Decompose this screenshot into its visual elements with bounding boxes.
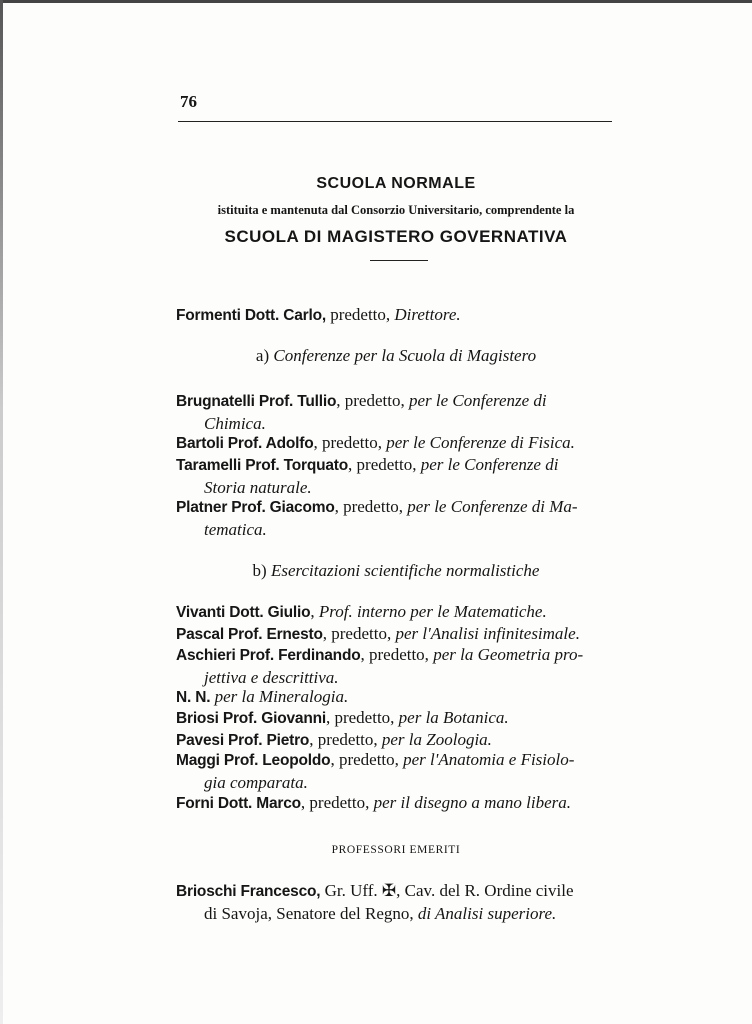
list-item bbox=[176, 601, 616, 624]
entry-text: , predetto, bbox=[348, 455, 421, 474]
entry-text: , predetto, bbox=[336, 391, 409, 410]
list-item bbox=[176, 390, 616, 434]
entry-text: , bbox=[310, 602, 319, 621]
subtitle: istituita e mantenuta dal Consorzio Universitario, comprendente la bbox=[217, 203, 575, 217]
entry-text: , predetto, bbox=[309, 730, 382, 749]
list-item bbox=[176, 749, 616, 793]
entry-role: di Analisi superiore. bbox=[417, 903, 557, 923]
entry-name: Aschieri Prof. Ferdinando bbox=[176, 647, 361, 664]
list-item bbox=[176, 707, 616, 730]
entry-role: per la Zoologia. bbox=[381, 730, 492, 749]
entry-role: Direttore. bbox=[394, 305, 461, 324]
entry-role: per le Conferenze di Ma- tematica. bbox=[204, 497, 578, 539]
entry-name: Brugnatelli Prof. Tullio bbox=[176, 393, 337, 410]
entry-text: , predetto, bbox=[330, 750, 404, 769]
entry-name: Pascal Prof. Ernesto bbox=[176, 626, 323, 643]
list-item bbox=[176, 496, 616, 540]
entry-role: per la Geometria pro- jettiva e descrittiva. bbox=[204, 645, 584, 687]
entry-name: Briosi Prof. Giovanni bbox=[176, 710, 326, 727]
list-item bbox=[176, 623, 616, 646]
entry-text: , predetto, bbox=[334, 497, 408, 516]
title: SCUOLA NORMALE bbox=[316, 175, 476, 192]
entry-text: , predetto, bbox=[322, 624, 396, 643]
section-letter: a) bbox=[255, 346, 270, 365]
entry-text: , predetto, bbox=[300, 793, 374, 812]
entry-name: Bartoli Prof. Adolfo bbox=[176, 435, 314, 452]
entry-role: Prof. interno per le Matematiche. bbox=[318, 602, 547, 621]
section-letter: b) bbox=[252, 561, 267, 580]
entry-name: Formenti Dott. Carlo, bbox=[176, 307, 326, 324]
entry-name: Vivanti Dott. Giulio bbox=[176, 604, 311, 621]
entry-role: per la Botanica. bbox=[398, 708, 509, 727]
list-item bbox=[176, 644, 616, 688]
entry-role: per l'Anatomia e Fisiolo- gia comparata. bbox=[204, 750, 575, 792]
entry-text: , predetto, bbox=[325, 708, 399, 727]
list-item bbox=[176, 686, 616, 709]
entry-text: , predetto, bbox=[360, 645, 434, 664]
section-b-heading bbox=[176, 561, 616, 581]
list-item bbox=[176, 792, 616, 815]
entry-role: per le Conferenze di Chimica. bbox=[204, 391, 547, 433]
title-2: SCUOLA DI MAGISTERO GOVERNATIVA bbox=[224, 227, 568, 246]
entry-name: Pavesi Prof. Pietro bbox=[176, 732, 310, 749]
entry-text: Gr. Uff. ✠, Cav. del R. Ordine civile di Savoja, Senatore del Regno, bbox=[204, 881, 574, 923]
entry-name: Maggi Prof. Leopoldo bbox=[176, 752, 331, 769]
entry-role: per la Mineralogia. bbox=[214, 687, 349, 706]
entry-name: N. N. bbox=[176, 689, 211, 706]
section-title: Conferenze per la Scuola di Magistero bbox=[273, 346, 537, 365]
entry-text: predetto, bbox=[325, 305, 395, 324]
list-item bbox=[176, 432, 616, 455]
page-edge-left bbox=[0, 0, 3, 1024]
section-title: Esercitazioni scientifiche normalistiche bbox=[270, 561, 540, 580]
entry-name: Forni Dott. Marco bbox=[176, 795, 301, 812]
page-edge-top bbox=[0, 0, 752, 3]
director-entry bbox=[176, 304, 616, 327]
entry-text: , predetto, bbox=[313, 433, 387, 452]
entry-role: per le Conferenze di Storia naturale. bbox=[204, 455, 559, 497]
emeriti-heading: PROFESSORI EMERITI bbox=[331, 844, 461, 856]
section-a-heading bbox=[176, 346, 616, 366]
header-rule bbox=[178, 121, 612, 122]
entry-role: per l'Analisi infinitesimale. bbox=[395, 624, 580, 643]
entry-name: Brioschi Francesco, bbox=[176, 883, 321, 900]
divider bbox=[370, 260, 428, 261]
page-number: 76 bbox=[180, 92, 197, 111]
emeritus-entry bbox=[176, 880, 616, 924]
entry-name: Platner Prof. Giacomo bbox=[176, 499, 335, 516]
entry-name: Taramelli Prof. Torquato bbox=[176, 457, 349, 474]
list-item bbox=[176, 454, 616, 498]
entry-role: per il disegno a mano libera. bbox=[373, 793, 571, 812]
entry-role: per le Conferenze di Fisica. bbox=[386, 433, 575, 452]
